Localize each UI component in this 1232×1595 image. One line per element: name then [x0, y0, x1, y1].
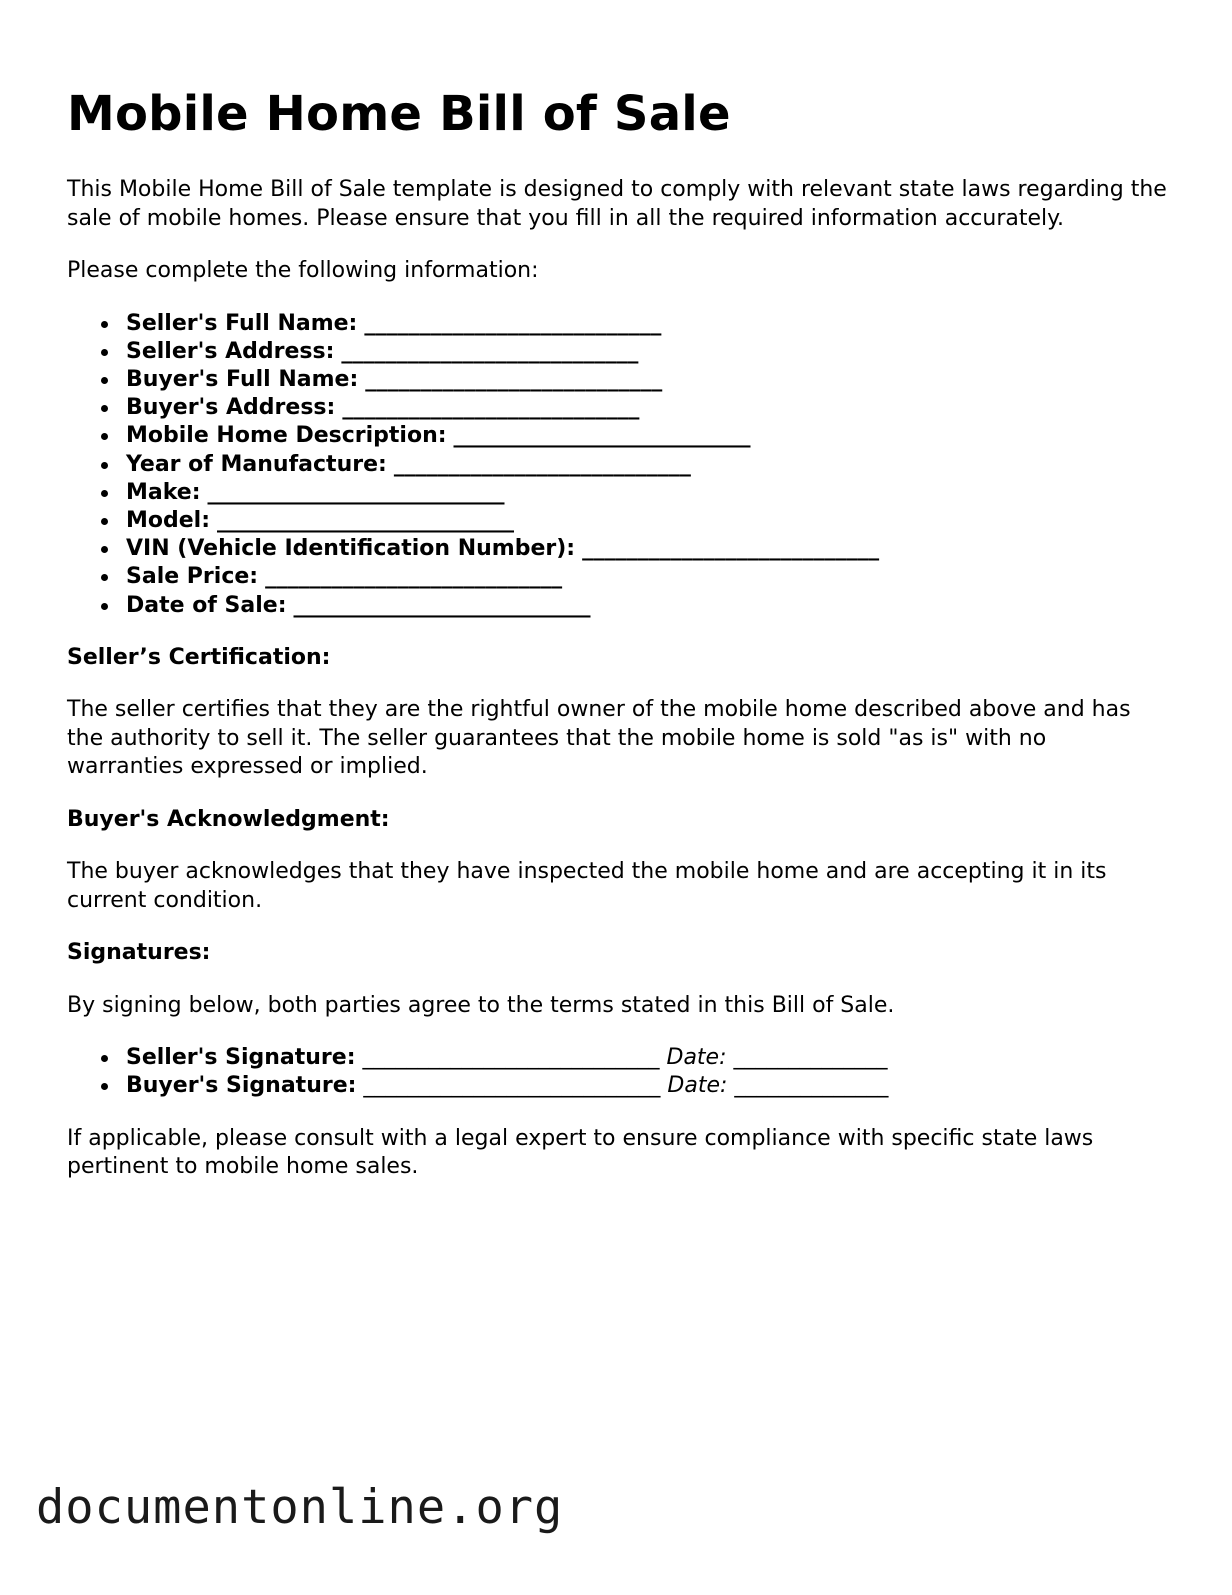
field-blank: ___________________________ [293, 592, 591, 618]
field-sellers-full-name [126, 310, 1167, 338]
field-label: Mobile Home Description: [126, 423, 447, 449]
field-buyers-full-name [126, 366, 1167, 394]
date-blank: ______________ [734, 1073, 889, 1099]
seller-signature-line [126, 1044, 1167, 1072]
field-blank: ___________________________ [393, 451, 691, 477]
field-vin [126, 535, 1167, 563]
buyer-signature-line [126, 1072, 1167, 1100]
signature-blank: ___________________________ [363, 1073, 661, 1099]
field-label: Sale Price: [126, 564, 259, 590]
date-label: Date: [667, 1073, 728, 1099]
field-make [126, 479, 1167, 507]
document-page [67, 86, 1167, 1182]
signature-label: Seller's Signature: [126, 1045, 356, 1071]
watermark: documentonline.org [36, 1480, 564, 1535]
field-label: Seller's Full Name: [126, 310, 358, 336]
field-year-of-manufacture [126, 451, 1167, 479]
page-title: Mobile Home Bill of Sale [67, 86, 731, 142]
field-blank: ___________________________ [453, 423, 751, 449]
intro-paragraph: This Mobile Home Bill of Sale template is designed to comply with relevant state laws regarding the sale of mobile homes. Please ensure that you fill in all the required information accurately. [67, 177, 1167, 231]
field-blank: ___________________________ [364, 310, 662, 336]
field-sale-price [126, 563, 1167, 591]
date-label: Date: [666, 1045, 727, 1071]
buyer-acknowledgment-text: The buyer acknowledges that they have inspected the mobile home and are accepting it in its current condition. [67, 859, 1107, 913]
information-fields-list [67, 310, 1167, 620]
field-blank: ___________________________ [342, 395, 640, 421]
field-mobile-home-description [126, 422, 1167, 450]
field-blank: ___________________________ [265, 564, 563, 590]
field-blank: ___________________________ [217, 507, 515, 533]
instructions-prompt: Please complete the following information: [67, 258, 539, 283]
signature-lines-list [67, 1044, 1167, 1100]
field-label: Buyer's Address: [126, 395, 336, 421]
field-label: VIN (Vehicle Identification Number): [126, 536, 576, 562]
field-blank: ___________________________ [207, 479, 505, 505]
seller-certification-heading: Seller’s Certification: [67, 644, 331, 670]
field-model [126, 507, 1167, 535]
field-blank: ___________________________ [365, 366, 663, 392]
signatures-text: By signing below, both parties agree to the terms stated in this Bill of Sale. [67, 992, 895, 1018]
field-label: Year of Manufacture: [126, 451, 387, 477]
date-blank: ______________ [733, 1045, 888, 1071]
field-label: Make: [126, 479, 201, 505]
field-label: Buyer's Full Name: [126, 366, 359, 392]
field-buyers-address [126, 394, 1167, 422]
field-blank: ___________________________ [341, 338, 639, 364]
field-blank: ___________________________ [582, 536, 880, 562]
legal-consultation-note: If applicable, please consult with a legal expert to ensure compliance with specific state laws pertinent to mobile home sales. [67, 1125, 1094, 1180]
seller-certification-text: The seller certifies that they are the rightful owner of the mobile home described above and has the authority to sell it. The seller guarantees that the mobile home is sold "as is" with no warranties expressed or implied. [67, 697, 1131, 780]
signatures-heading: Signatures: [67, 940, 211, 966]
buyer-acknowledgment-heading: Buyer's Acknowledgment: [67, 806, 390, 832]
field-label: Date of Sale: [126, 592, 287, 618]
field-sellers-address [126, 338, 1167, 366]
signature-blank: ___________________________ [362, 1045, 660, 1071]
field-label: Model: [126, 507, 211, 533]
field-date-of-sale [126, 592, 1167, 620]
field-label: Seller's Address: [126, 338, 335, 364]
signature-label: Buyer's Signature: [126, 1073, 357, 1099]
